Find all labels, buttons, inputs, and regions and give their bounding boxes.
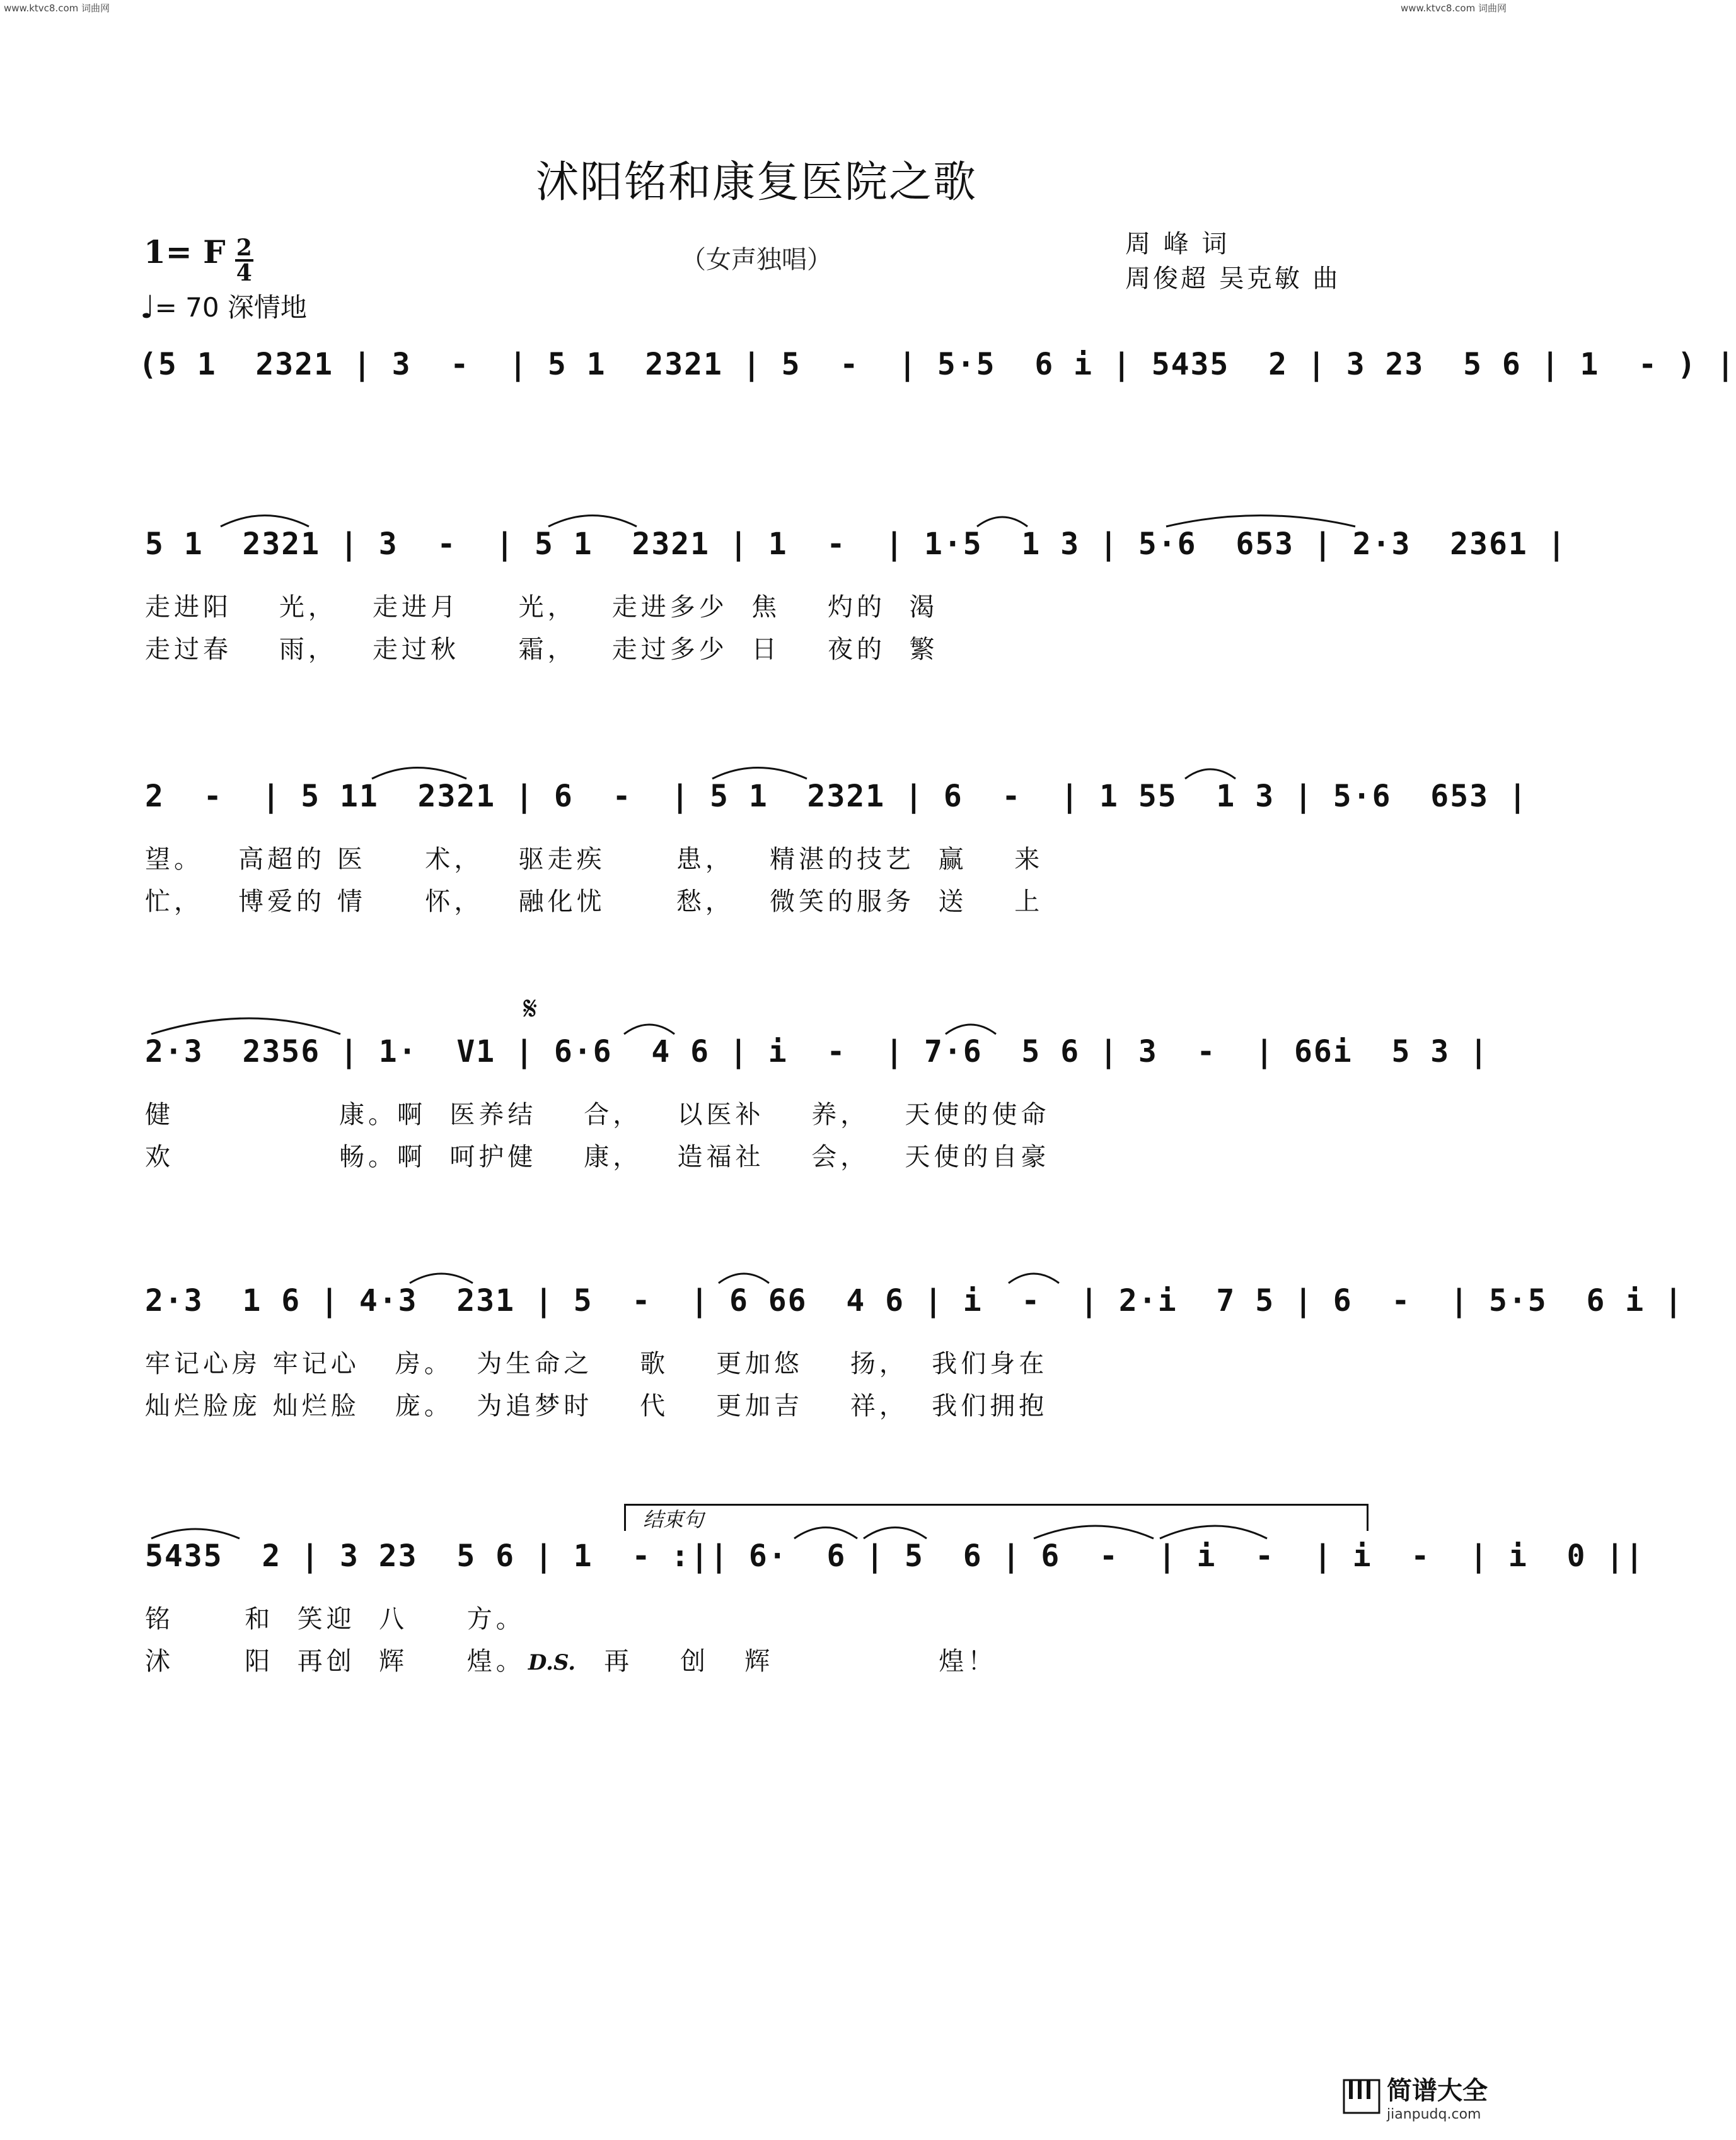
logo-main-text: 简谱大全 [1387,2076,1488,2105]
time-signature-top: 2 [236,234,252,261]
score-system-2 [145,526,1567,665]
system-4-lyrics-verse-1: 健 康。啊 医养结 合， 以医补 养， 天使的使命 [145,1100,1050,1129]
key-time-signature [144,233,253,284]
piano-keys-icon [1343,2078,1380,2115]
score-system-1 [139,347,1736,382]
system-6-lyrics-verse-2-row [145,1641,1380,1677]
slur-system-2-a [221,516,309,527]
composer-credit: 周俊超 吴克敏 曲 [1125,264,1341,293]
dal-segno-mark: D.S. [528,1650,576,1675]
system-5-lyrics-verse-1: 牢记心房 牢记心 房。 为生命之 歌 更加悠 扬， 我们身在 [145,1349,1048,1378]
slur-system-3-c [1185,769,1235,779]
slur-system-2-b [548,516,637,527]
system-6-lyrics-verse-2: 沭 阳 再创 辉 煌。 [145,1647,525,1676]
slur-system-4-a [151,1018,340,1034]
system-5-notes: 2·3 1 6 | 4·3 231 | 5 - | 6 66 4 6 | i - | 2·i 7 5 | 6 - | 5·5 6 i | [145,1283,1684,1318]
system-3-notes: 2 - | 5 11 2321 | 6 - | 5 1 2321 | 6 - | 1 55 1 3 | 5·6 653 | [145,779,1528,814]
slur-system-4-b [624,1025,674,1034]
system-6-lyrics-coda: 再 创 辉 煌！ [604,1647,997,1676]
slur-system-2-d [1166,516,1355,527]
system-2-notes: 5 1 2321 | 3 - | 5 1 2321 | 1 - | 1·5 1 3 | 5·6 653 | 2·3 2361 | [145,526,1567,562]
system-2-lyrics-verse-1: 走进阳 光， 走进月 光， 走进多少 焦 灼的 渴 [145,593,939,622]
key-signature: 1= F [144,233,226,270]
slur-system-2-c [977,517,1027,526]
slur-system-4-c [946,1025,996,1034]
slur-system-5-b [719,1274,769,1283]
time-signature [235,236,253,284]
time-signature-bottom: 4 [236,259,252,286]
system-6-lyrics-verse-1: 铭 和 笑迎 八 方。 [145,1605,525,1634]
tempo-text: = 70 深情地 [154,292,307,323]
score-system-3 [145,779,1528,917]
slur-system-3-b [712,768,807,779]
tempo-marking [140,287,307,325]
header-site-left: www.ktvc8.com 词曲网 [4,3,110,14]
lyricist-credit: 周 峰 词 [1125,230,1230,259]
slur-system-5-a [410,1274,473,1283]
performance-note: （女声独唱） [681,245,832,274]
slur-system-3-a [372,768,466,779]
system-2-lyrics-verse-2: 走过春 雨， 走过秋 霜， 走过多少 日 夜的 繁 [145,635,939,664]
ending-label: 结束句 [643,1508,704,1532]
jianpudq-logo [1343,2071,1494,2127]
score-system-4 [145,1034,1489,1173]
system-4-lyrics-verse-2: 欢 畅。啊 呵护健 康， 造福社 会， 天使的自豪 [145,1143,1050,1172]
ending-bracket [624,1504,1369,1531]
slur-system-5-c [1009,1274,1059,1283]
segno-sign: 𝄋 [523,990,538,1028]
system-4-notes: 2·3 2356 | 1· V1 | 6·6 4 6 | i - | 7·6 5 6 | 3 - | 66i 5 3 | [145,1034,1489,1069]
system-5-lyrics-verse-2: 灿烂脸庞 灿烂脸 庞。 为追梦时 代 更加吉 祥， 我们拥抱 [145,1392,1048,1421]
quarter-note-icon: ♩ [140,289,155,325]
system-3-lyrics-verse-1: 望。 高超的 医 术， 驱走疾 患， 精湛的技艺 赢 来 [145,845,1044,874]
logo-sub-text: jianpudq.com [1387,2107,1481,2122]
score-system-5 [145,1283,1684,1422]
system-6-notes: 5435 2 | 3 23 5 6 | 1 - :|| 6· 6 | 5 6 | 6 - | i - | i - | i 0 || [145,1538,1645,1574]
system-1-notes: (5 1 2321 | 3 - | 5 1 2321 | 5 - | 5·5 6 i | 5435 2 | 3 23 5 6 | 1 - ) | [139,347,1736,382]
score-system-6 [145,1538,1645,1677]
slur-system-6-a [151,1529,240,1538]
header-site-right: www.ktvc8.com 词曲网 [1400,3,1507,14]
system-3-lyrics-verse-2: 忙， 博爱的 情 怀， 融化忧 愁， 微笑的服务 送 上 [145,887,1044,916]
song-title: 沭阳铭和康复医院之歌 [535,158,977,207]
